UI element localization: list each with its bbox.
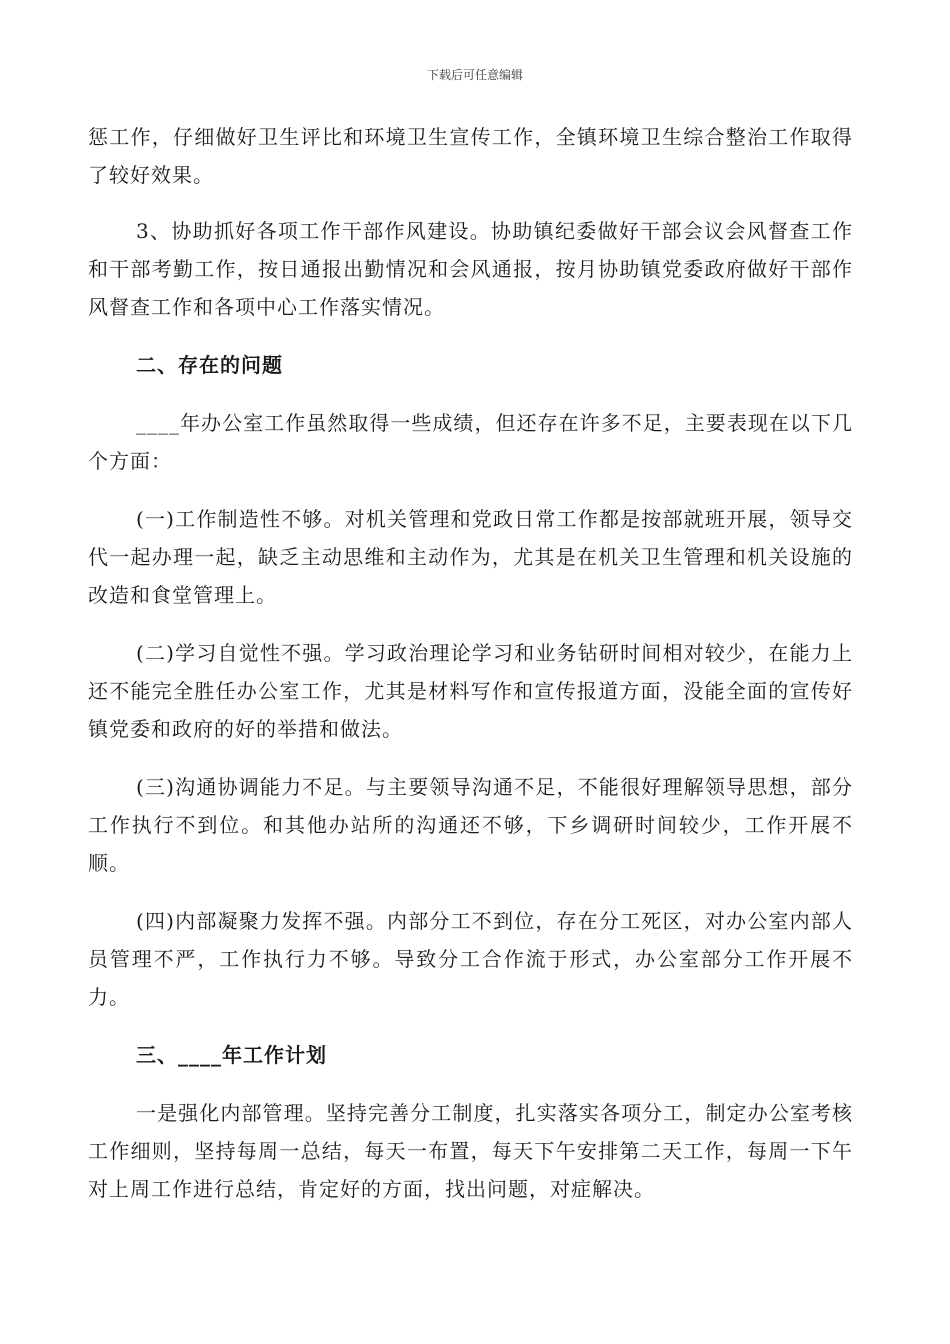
- paragraph-problem-2: (二)学习自觉性不强。学习政治理论学习和业务钻研时间相对较少，在能力上还不能完全胜任办公室工作，尤其是材料写作和宣传报道方面，没能全面的宣传好镇党委和政府的好的举措和做法。: [88, 641, 853, 741]
- section-heading-plan: 三、____年工作计划: [136, 1043, 327, 1067]
- paragraph-plan-1: 一是强化内部管理。坚持完善分工制度，扎实落实各项分工，制定办公室考核工作细则，坚持每周一总结，每天一布置，每天下午安排第二天工作，每周一下午对上周工作进行总结，肯定好的方面，找出问题，对症解决。: [88, 1101, 853, 1201]
- section-heading-problems: 二、存在的问题: [136, 353, 283, 377]
- paragraph-problem-4: (四)内部凝聚力发挥不强。内部分工不到位，存在分工死区，对办公室内部人员管理不严，工作执行力不够。导致分工合作流于形式，办公室部分工作开展不力。: [88, 909, 853, 1009]
- paragraph-continuation: 惩工作，仔细做好卫生评比和环境卫生宣传工作，全镇环境卫生综合整治工作取得了较好效果。: [88, 125, 853, 187]
- paragraph-problem-3: (三)沟通协调能力不足。与主要领导沟通不足，不能很好理解领导思想，部分工作执行不到位。和其他办站所的沟通还不够，下乡调研时间较少，工作开展不顺。: [88, 775, 853, 875]
- paragraph-problems-intro: ____年办公室工作虽然取得一些成绩，但还存在许多不足，主要表现在以下几个方面：: [88, 411, 853, 473]
- page-header: 下载后可任意编辑: [426, 68, 523, 82]
- paragraph-item-3: 3、协助抓好各项工作干部作风建设。协助镇纪委做好干部会议会风督查工作和干部考勤工作，按日通报出勤情况和会风通报，按月协助镇党委政府做好干部作风督查工作和各项中心工作落实情况。: [88, 219, 853, 319]
- document-body: [88, 118, 853, 1228]
- paragraph-problem-1: (一)工作制造性不够。对机关管理和党政日常工作都是按部就班开展，领导交代一起办理一起，缺乏主动思维和主动作为，尤其是在机关卫生管理和机关设施的改造和食堂管理上。: [88, 507, 853, 607]
